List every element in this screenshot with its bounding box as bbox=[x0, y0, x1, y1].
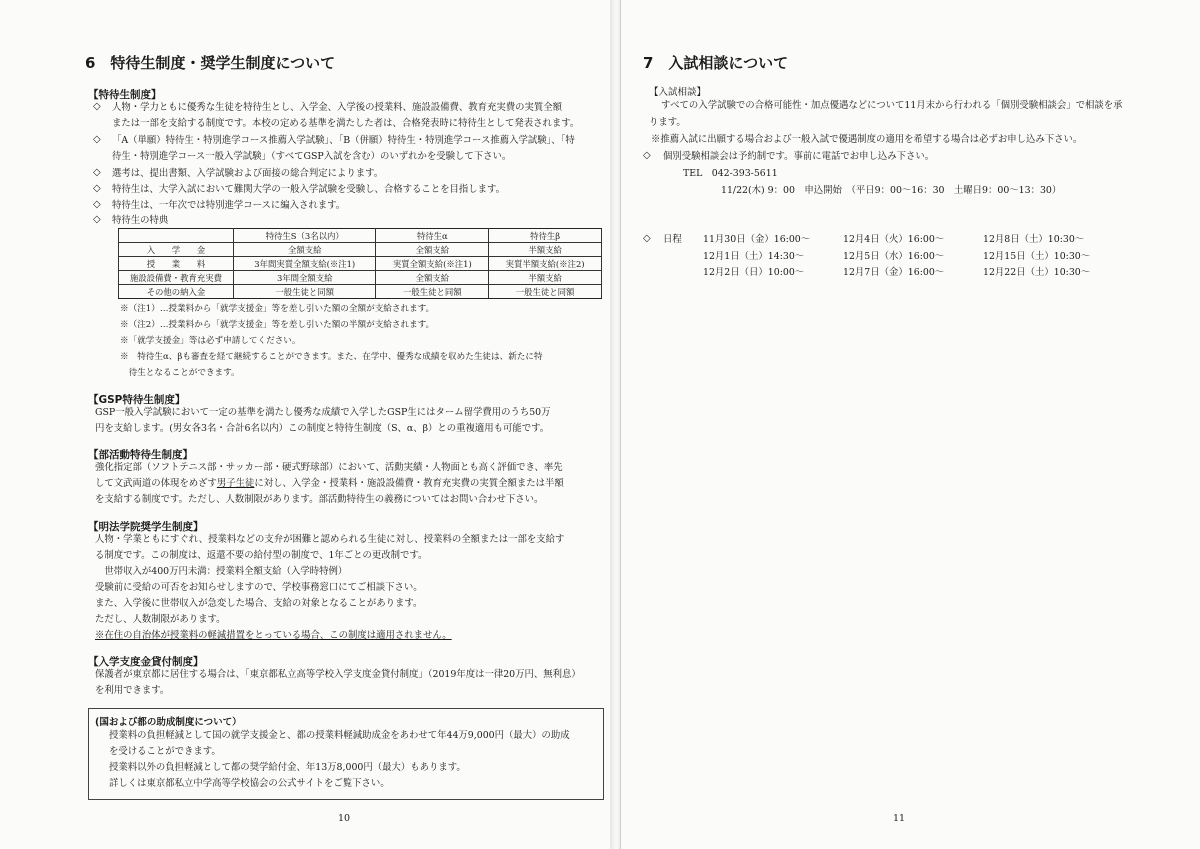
diamond-bullet-icon: ◇ bbox=[93, 167, 101, 178]
diamond-bullet-icon: ◇ bbox=[643, 233, 651, 244]
table-cell: 一般生徒と同額 bbox=[234, 285, 376, 299]
consult-line-3: ※推薦入試に出願する場合および一般入試で優遇制度の適用を希望する場合は必ずお申し込み下さい。 bbox=[651, 134, 1083, 145]
table-cell: 実質全額支給(※注1) bbox=[376, 257, 489, 271]
schedule-cell: 12月4日（火）16:00～ bbox=[843, 234, 945, 245]
meiho-line-4: 受験前に受給の可否をお知らせしますので、学校事務窓口にてご相談下さい。 bbox=[95, 582, 423, 593]
table-cell: 全額支給 bbox=[376, 271, 489, 285]
schedule-cell: 11月30日（金）16:00～ bbox=[703, 234, 811, 245]
club-line-2 bbox=[95, 477, 564, 491]
box-line-4: 詳しくは東京都私立中学高等学校協会の公式サイトをご覧下さい。 bbox=[109, 778, 390, 789]
table-cell: 半額支給 bbox=[489, 271, 602, 285]
tokutai-bullet-3: 選考は、提出書類、入学試験および面接の総合判定によります。 bbox=[112, 168, 384, 179]
table-row bbox=[119, 285, 602, 299]
schedule-cell: 12月2日（日）10:00～ bbox=[703, 267, 805, 278]
page-gutter bbox=[610, 0, 620, 849]
tokutai-bullet-2-line-1: 「A（単願）特待生・特別進学コース推薦入学試験」、「B（併願）特待生・特別進学コース推薦入学試験」、「特 bbox=[112, 135, 575, 146]
note-4-line-2: 待生となることができます。 bbox=[120, 368, 240, 378]
benefits-table bbox=[118, 228, 602, 299]
loan-line-2: を利用できます。 bbox=[95, 685, 170, 696]
table-header-cell: 特待生β bbox=[489, 229, 602, 243]
tokutai-bullet-5: 特待生は、一年次では特別進学コースに編入されます。 bbox=[112, 200, 346, 211]
schedule-cell: 12月1日（土）14:30～ bbox=[703, 251, 805, 262]
note-1: ※（注1）…授業料から「就学支援金」等を差し引いた額の全額が支給されます。 bbox=[120, 304, 435, 314]
schedule-cell: 12月15日（土）10:30～ bbox=[983, 251, 1091, 262]
diamond-bullet-icon: ◇ bbox=[93, 134, 101, 145]
table-header-cell: 特待生α bbox=[376, 229, 489, 243]
loan-heading: 【入学支度金貸付制度】 bbox=[88, 656, 204, 668]
tokutai-bullet-6: 特待生の特典 bbox=[112, 215, 169, 226]
tokutai-heading: 【特待生制度】 bbox=[88, 89, 162, 101]
note-3: ※「就学支援金」等は必ず申請してください。 bbox=[120, 336, 301, 346]
schedule-cell: 12月8日（土）10:30～ bbox=[983, 234, 1085, 245]
tokutai-bullet-1-line-1: 人物・学力ともに優秀な生徒を特待生とし、入学金、入学後の授業料、施設設備費、教育充実費の実質全額 bbox=[112, 102, 563, 113]
section-7-title: 7 入試相談について bbox=[643, 54, 789, 72]
meiho-line-1: 人物・学業ともにすぐれ、授業料などの支弁が困難と認められる生徒に対し、授業料の全額または一部を支給す bbox=[95, 534, 565, 545]
reserve-line: 個別受験相談会は予約制です。事前に電話でお申し込み下さい。 bbox=[663, 151, 935, 162]
diamond-bullet-icon: ◇ bbox=[93, 101, 101, 112]
table-row bbox=[119, 271, 602, 285]
consult-heading: 【入試相談】 bbox=[649, 87, 707, 98]
meiho-line-5: また、入学後に世帯収入が急変した場合、支給の対象となることがあります。 bbox=[95, 598, 423, 609]
right-page bbox=[620, 0, 1200, 849]
meiho-line-2: る制度です。この制度は、返還不要の給付型の制度で、1年ごとの更改制です。 bbox=[95, 550, 428, 561]
club-heading: 【部活動特待生制度】 bbox=[88, 449, 193, 461]
schedule-label: 日程 bbox=[663, 234, 682, 245]
box-line-3: 授業料以外の負担軽減として都の奨学給付金、年13万8,000円（最大）もあります。 bbox=[109, 762, 466, 773]
table-cell: 全額支給 bbox=[234, 243, 376, 257]
club-line-2-b: に対し、入学金・授業料・施設設備費・教育充実費の実質全額または半額 bbox=[254, 478, 564, 489]
box-line-2: を受けることができます。 bbox=[109, 746, 221, 757]
diamond-bullet-icon: ◇ bbox=[93, 199, 101, 210]
table-header-cell: 特待生S（3名以内） bbox=[234, 229, 376, 243]
note-2: ※（注2）…授業料から「就学支援金」等を差し引いた額の半額が支給されます。 bbox=[120, 320, 435, 330]
table-cell: 全額支給 bbox=[376, 243, 489, 257]
table-cell: 一般生徒と同額 bbox=[489, 285, 602, 299]
club-line-2-underline: 男子生徒 bbox=[216, 478, 255, 489]
club-line-3: を支給する制度です。ただし、人数制限があります。部活動特待生の義務についてはお問い合わせ下さい。 bbox=[95, 494, 544, 505]
note-4-line-1: ※ 特待生α、βも審査を経て継続することができます。また、在学中、優秀な成績を収めた生徒は、新たに特 bbox=[120, 352, 543, 362]
meiho-line-6: ただし、人数制限があります。 bbox=[95, 614, 226, 625]
tokutai-bullet-2-line-2: 待生・特別進学コース一般入学試験」（すべてGSP入試を含む）のいずれかを受験して下さい。 bbox=[112, 151, 512, 162]
club-line-1: 強化指定部（ソフトテニス部・サッカー部・硬式野球部）において、活動実績・人物面とも高く評価でき、率先 bbox=[95, 462, 563, 473]
schedule-cell: 12月7日（金）16:00～ bbox=[843, 267, 945, 278]
table-header-cell bbox=[119, 229, 234, 243]
page-number-right: 11 bbox=[893, 813, 906, 824]
page-number-left: 10 bbox=[338, 813, 351, 824]
table-cell: 入 学 金 bbox=[119, 243, 234, 257]
tokutai-bullet-4: 特待生は、大学入試において難関大学の一般入学試験を受験し、合格することを目指します。 bbox=[112, 184, 506, 195]
table-row bbox=[119, 243, 602, 257]
table-cell: 施設設備費・教育充実費 bbox=[119, 271, 234, 285]
section-6-title: 6 特待生制度・奨学生制度について bbox=[85, 54, 336, 72]
schedule-cell: 12月22日（土）10:30～ bbox=[983, 267, 1091, 278]
diamond-bullet-icon: ◇ bbox=[643, 150, 651, 161]
table-cell: その他の納入金 bbox=[119, 285, 234, 299]
tel-line: TEL 042-393-5611 bbox=[683, 168, 778, 179]
start-line: 11/22(木) 9：00 申込開始 （平日9：00～16：30 土曜日9：00～13：30） bbox=[721, 185, 1062, 196]
table-cell: 授 業 料 bbox=[119, 257, 234, 271]
table-cell: 3年間全額支給 bbox=[234, 271, 376, 285]
diamond-bullet-icon: ◇ bbox=[93, 214, 101, 225]
meiho-heading: 【明法学院奨学生制度】 bbox=[88, 521, 204, 533]
subsidy-info-box bbox=[88, 708, 604, 800]
meiho-line-3: 世帯収入が400万円未満：授業料全額支給（入学時特例） bbox=[95, 566, 348, 577]
gsp-line-1: GSP一般入学試験において一定の基準を満たし優秀な成績で入学したGSP生にはターム留学費用のうち50万 bbox=[95, 407, 551, 418]
table-row bbox=[119, 257, 602, 271]
consult-line-2: ります。 bbox=[649, 117, 686, 128]
gsp-line-2: 円を支給します。(男女各3名・合計6名以内）この制度と特待生制度（S、α、β）との重複適用も可能です。 bbox=[95, 423, 550, 434]
gsp-heading: 【GSP特待生制度】 bbox=[88, 394, 186, 406]
table-cell: 一般生徒と同額 bbox=[376, 285, 489, 299]
schedule-cell: 12月5日（水）16:00～ bbox=[843, 251, 945, 262]
table-cell: 3年間実質全額支給(※注1) bbox=[234, 257, 376, 271]
meiho-underlined-note: ※在住の自治体が授業料の軽減措置をとっている場合、この制度は適用されません。 bbox=[95, 630, 452, 641]
club-line-2-a: して文武両道の体現をめざす bbox=[95, 478, 217, 489]
box-line-1: 授業料の負担軽減として国の就学支援金と、都の授業料軽減助成金をあわせて年44万9,000円（最大）の助成 bbox=[109, 730, 570, 741]
table-header-row bbox=[119, 229, 602, 243]
table-cell: 実質半額支給(※注2) bbox=[489, 257, 602, 271]
box-heading: (国および都の助成制度について） bbox=[95, 717, 242, 728]
diamond-bullet-icon: ◇ bbox=[93, 183, 101, 194]
loan-line-1: 保護者が東京都に居住する場合は、「東京都私立高等学校入学支度金貸付制度」（2019年度は一律20万円、無利息） bbox=[95, 669, 581, 680]
consult-line-1: すべての入学試験での合格可能性・加点優遇などについて11月末から行われる「個別受験相談会」で相談を承 bbox=[661, 100, 1123, 111]
table-cell: 半額支給 bbox=[489, 243, 602, 257]
tokutai-bullet-1-line-2: または一部を支給する制度です。本校の定める基準を満たした者は、合格発表時に特待生として発表されます。 bbox=[112, 118, 580, 129]
